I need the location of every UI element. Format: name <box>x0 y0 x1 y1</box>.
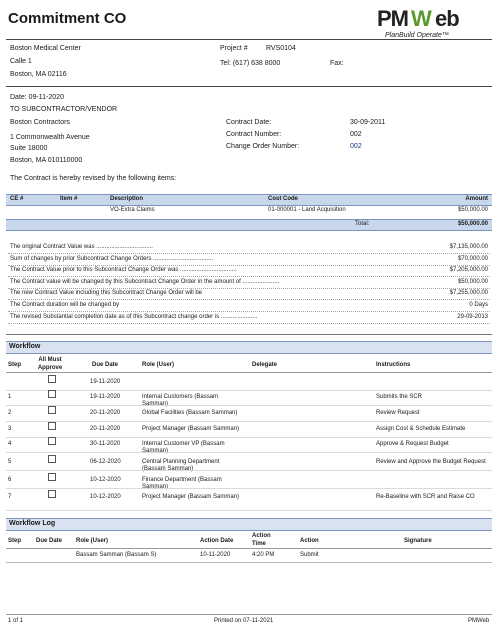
contract-number-label: Contract Number: <box>226 131 282 138</box>
summary-divider-line <box>8 276 490 277</box>
summary-divider <box>6 334 492 335</box>
wf-step: 4 <box>8 441 12 447</box>
approve-checkbox[interactable] <box>48 390 56 398</box>
wf-role: Internal Customers (Bassam Samman) <box>142 394 219 407</box>
log-role: Bassam Samman (Bassam S) <box>76 552 157 558</box>
footer-page: 1 of 1 <box>8 618 24 624</box>
col-ce: CE # <box>10 196 24 202</box>
wf-role: Finance Department (Bassam Samman) <box>142 477 222 490</box>
col-amount: Amount <box>465 196 488 202</box>
col-cost-code: Cost Code <box>268 196 298 202</box>
summary-value: $70,000.00 <box>400 256 488 262</box>
revised-heading: The Contract is hereby revised by the following items: <box>10 175 177 182</box>
wf-instructions: Re-Baseline with SCR and Raise CO <box>376 494 475 500</box>
wf-col-due: Due Date <box>92 362 119 368</box>
footer-brand: PMWeb <box>468 618 490 624</box>
summary-label: The Contract duration will be changed by <box>10 302 120 308</box>
header-divider <box>6 39 492 40</box>
wf-col-step: Step <box>8 362 22 368</box>
summary-value: 29-09-2013 <box>400 314 488 320</box>
summary-label: The Contract value will be changed by this Subcontract Change Order in the amount of ...................... <box>10 278 280 285</box>
total-label: Total: <box>355 221 370 227</box>
summary-divider-line <box>8 265 490 266</box>
wf-due-date: 10-12-2020 <box>90 477 121 483</box>
footer-printed: Printed on 07-11-2021 <box>214 618 274 624</box>
wf-step: 3 <box>8 426 12 432</box>
total-value: $50,000.00 <box>457 221 488 227</box>
summary-divider-line <box>8 253 490 254</box>
project-number: RVS0104 <box>266 45 296 52</box>
wf-row-divider <box>6 437 492 438</box>
log-col-due: Due Date <box>36 538 63 544</box>
section-divider <box>6 86 492 87</box>
wf-due-date: 20-11-2020 <box>90 410 121 416</box>
vendor-suite: Suite 18000 <box>10 145 48 152</box>
vendor-address: 1 Commonwealth Avenue <box>10 134 90 141</box>
log-col-role: Role (User) <box>76 538 109 544</box>
log-col-signature: Signature <box>404 538 432 544</box>
pmweb-logo <box>375 4 493 40</box>
wf-due-date: 06-12-2020 <box>90 459 121 465</box>
approve-checkbox[interactable] <box>48 490 56 498</box>
workflow-log-title: Workflow Log <box>9 520 56 527</box>
log-action-date: 10-11-2020 <box>200 552 231 558</box>
fax-label: Fax: <box>330 60 344 67</box>
summary-label: The revised Substantial completion date as of this Subcontract change order is ...................... <box>10 313 258 320</box>
change-order-label: Change Order Number: <box>226 143 300 150</box>
approve-checkbox[interactable] <box>48 375 56 383</box>
col-description: Description <box>110 196 144 202</box>
summary-value: $7,205,000.00 <box>400 267 488 273</box>
wf-step: 7 <box>8 494 12 500</box>
summary-value: $50,000.00 <box>400 279 488 285</box>
wf-due-date: 19-11-2020 <box>90 379 121 385</box>
wf-due-date: 19-11-2020 <box>90 394 121 400</box>
log-header-divider <box>6 548 492 549</box>
document-title: Commitment CO <box>8 10 127 27</box>
wf-step: 2 <box>8 410 12 416</box>
wf-col-instructions: Instructions <box>376 362 411 368</box>
summary-value: 0 Days <box>400 302 488 308</box>
wf-due-date: 20-11-2020 <box>90 426 121 432</box>
log-action: Submit <box>300 552 319 558</box>
wf-step: 1 <box>8 394 12 400</box>
wf-col-approve: All Must Approve <box>37 357 63 371</box>
wf-col-role: Role (User) <box>142 362 175 368</box>
wf-instructions: Submits the SCR <box>376 394 423 400</box>
summary-value: $7,255,000.00 <box>400 290 488 296</box>
workflow-title: Workflow <box>9 343 41 350</box>
wf-role: Central Planning Department (Bassam Samman) <box>142 459 220 472</box>
log-action-time: 4:20 PM <box>252 552 275 558</box>
contract-date-value: 30-09-2011 <box>350 119 386 126</box>
change-order-value: 002 <box>350 143 362 150</box>
summary-label: The new Contract Value including this Subcontract Change Order will be <box>10 290 202 297</box>
item-cost-code: 01-000001 - Land Acquisition <box>268 207 346 213</box>
tel: Tel: (617) 638 8000 <box>220 60 281 67</box>
approve-checkbox[interactable] <box>48 473 56 481</box>
vendor-name: Boston Contractors <box>10 119 70 126</box>
summary-label: The Contract Value prior to this Subcontract Change Order was .................................. <box>10 267 237 274</box>
wf-instructions: Review and Approve the Budget Request <box>376 459 486 465</box>
vendor-city: Boston, MA 010110000 <box>10 157 83 164</box>
wf-step: 6 <box>8 477 12 483</box>
wf-role: Internal Customer VP (Bassam Samman) <box>142 441 225 454</box>
summary-divider-line <box>8 299 490 300</box>
wf-step: 5 <box>8 459 12 465</box>
contract-date-label: Contract Date: <box>226 119 272 126</box>
summary-divider-line <box>8 323 490 324</box>
svg-text:W: W <box>411 6 431 31</box>
footer-divider <box>6 614 492 615</box>
wf-role: Project Manager (Bassam Samman) <box>142 494 240 500</box>
svg-text:PlanBuild Operate™: PlanBuild Operate™ <box>385 32 449 39</box>
col-item: Item # <box>60 196 78 202</box>
summary-label: The original Contract Value was .................................. <box>10 244 153 250</box>
summary-value: $7,135,000.00 <box>400 244 488 250</box>
item-description: VO-Extra Claims <box>110 207 155 213</box>
wf-role: Project Manager (Bassam Samman) <box>142 426 240 432</box>
wf-row-divider <box>6 470 492 471</box>
log-col-action-date: Action Date <box>200 538 234 544</box>
svg-text:eb: eb <box>435 6 459 31</box>
log-col-action: Action <box>300 538 319 544</box>
to-line: TO SUBCONTRACTOR/VENDOR <box>10 106 118 113</box>
summary-divider-line <box>8 288 490 289</box>
wf-row-divider <box>6 488 492 489</box>
wf-row-divider <box>6 452 492 453</box>
wf-col-delegate: Delegate <box>252 362 278 368</box>
wf-instructions: Review Request <box>376 410 420 416</box>
approve-checkbox[interactable] <box>48 422 56 430</box>
date-line: Date: 09-11-2020 <box>10 94 64 101</box>
log-col-action-time: Action Time <box>252 533 271 547</box>
org-name: Boston Medical Center <box>10 45 81 52</box>
item-amount: $50,000.00 <box>457 207 488 213</box>
workflow-title-bar <box>6 341 492 354</box>
wf-due-date: 10-12-2020 <box>90 494 121 500</box>
org-city: Boston, MA 02116 <box>10 71 67 78</box>
approve-checkbox[interactable] <box>48 437 56 445</box>
wf-row-divider <box>6 405 492 406</box>
svg-text:PM: PM <box>377 6 408 31</box>
wf-row-divider <box>6 510 492 511</box>
org-address: Calle 1 <box>10 58 32 65</box>
approve-checkbox[interactable] <box>48 455 56 463</box>
summary-label: Sum of changes by prior Subcontract Change Orders .................................... <box>10 255 214 262</box>
workflow-log-title-bar <box>6 518 492 531</box>
log-row-divider <box>6 562 492 563</box>
wf-row-divider <box>6 390 492 391</box>
wf-due-date: 30-11-2020 <box>90 441 121 447</box>
wf-role: Global Facilities (Bassam Samman) <box>142 410 238 416</box>
wf-instructions: Assign Cost & Schedule Estimate <box>376 426 466 432</box>
project-label: Project # <box>220 45 248 52</box>
wf-instructions: Approve & Request Budget <box>376 441 449 447</box>
wf-header-divider <box>6 372 492 373</box>
log-col-step: Step <box>8 538 22 544</box>
approve-checkbox[interactable] <box>48 406 56 414</box>
contract-number-value: 002 <box>350 131 362 138</box>
summary-divider-line <box>8 311 490 312</box>
wf-row-divider <box>6 421 492 422</box>
